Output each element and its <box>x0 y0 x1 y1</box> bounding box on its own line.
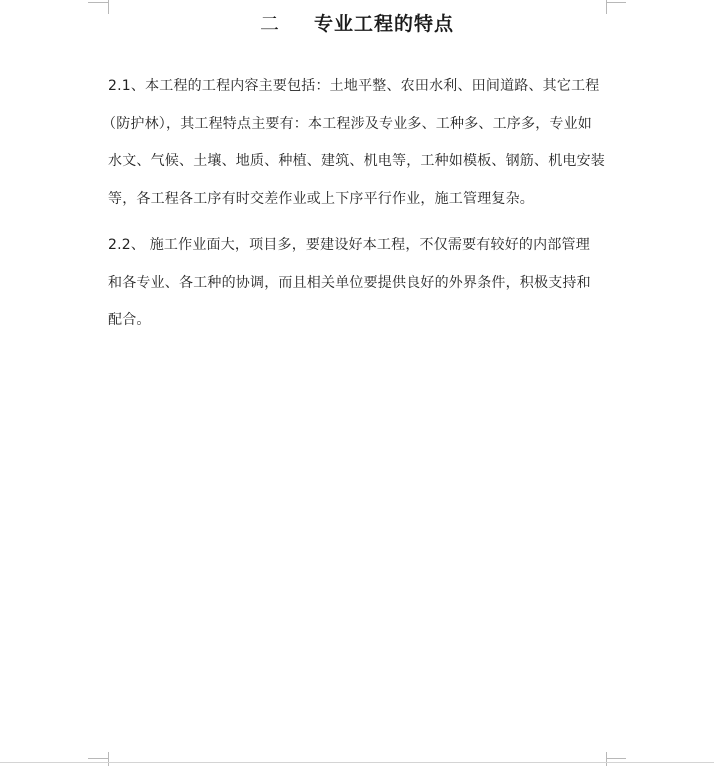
crop-mark-bottom-left-v <box>108 752 109 766</box>
crop-mark-bottom-left <box>88 758 108 759</box>
heading-text: 专业工程的特点 <box>314 13 455 35</box>
page-bottom-edge <box>0 762 714 763</box>
paragraph-line: 水文、气候、土壤、地质、种植、建筑、机电等，工种如模板、钢筋、机电安装 <box>108 153 605 169</box>
paragraph-2-2 <box>108 227 613 340</box>
paragraph-line: 和各专业、各工种的协调，而且相关单位要提供良好的外界条件，积极支持和 <box>108 274 591 291</box>
paragraph-line: 等，各工程各工序有时交差作业或上下序平行作业，施工管理复杂。 <box>108 190 534 207</box>
paragraph-line: 配合。 <box>108 312 151 328</box>
crop-mark-bottom-right <box>606 758 626 759</box>
heading-number: 二 <box>259 13 280 35</box>
paragraph-line: 2.2、 施工作业面大，项目多，要建设好本工程，不仅需要有较好的内部管理 <box>108 237 590 253</box>
paragraph-line: （防护林），其工程特点主要有：本工程涉及专业多、工种多、工序多，专业如 <box>102 115 592 132</box>
paragraph-2-1 <box>102 68 613 218</box>
crop-mark-top-right <box>606 2 626 3</box>
paragraph-line: 2.1、本工程的工程内容主要包括：土地平整、农田水利、田间道路、其它工程 <box>108 78 600 94</box>
section-heading <box>0 10 714 38</box>
crop-mark-bottom-right-v <box>606 752 607 766</box>
crop-mark-top-left <box>88 2 108 3</box>
